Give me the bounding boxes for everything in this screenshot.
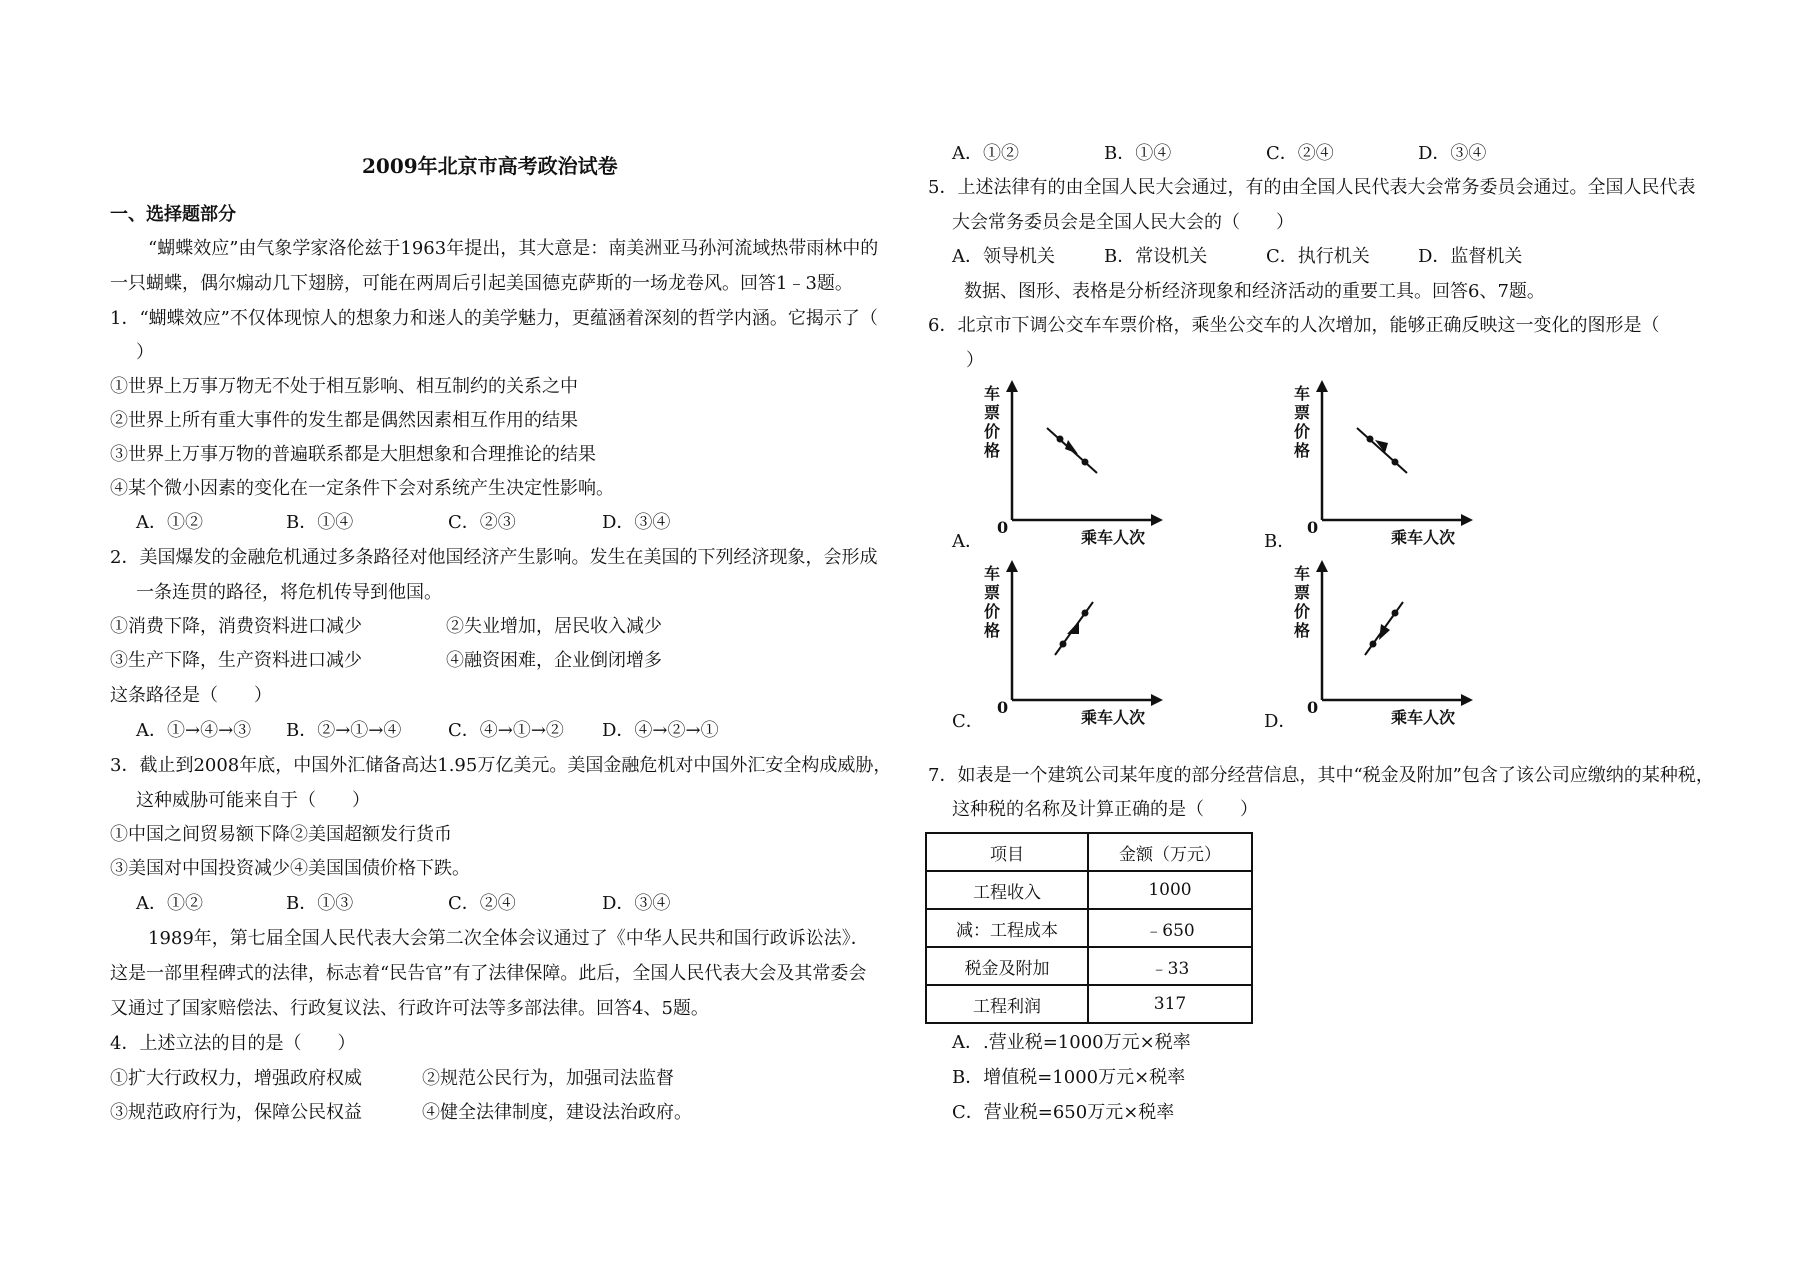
graph-c-xlabel: 乘车人次 — [1081, 708, 1146, 727]
intro1-line2: 一只蝴蝶，偶尔煽动几下翅膀，可能在两周后引起美国德克萨斯的一场龙卷风。回答1﹣3题。 — [110, 273, 853, 294]
intro2-line3: 又通过了国家赔偿法、行政复议法、行政许可法等多部法律。回答4、5题。 — [110, 998, 709, 1019]
q2-stem-cont: 一条连贯的路径，将危机传导到他国。 — [136, 582, 442, 603]
q2-item: ②失业增加，居民收入减少 — [446, 616, 662, 637]
q2-item: ①消费下降，消费资料进口减少 — [110, 616, 362, 637]
graph-d-ylabel: 车票价格 — [1294, 564, 1311, 640]
q4-item: ③规范政府行为，保障公民权益 — [110, 1102, 362, 1123]
trend-arrow-icon — [1065, 440, 1078, 454]
page-title: 2009年北京市高考政治试卷 — [362, 154, 618, 178]
intro3: 数据、图形、表格是分析经济现象和经济活动的重要工具。回答6、7题。 — [964, 281, 1545, 302]
q4-option-c[interactable]: C．②④ — [1266, 143, 1334, 164]
graph-c-letter[interactable]: C． — [952, 711, 984, 732]
q4-option-d[interactable]: D．③④ — [1418, 143, 1487, 164]
q1-option-a[interactable]: A．①② — [136, 512, 203, 533]
graph-b-ylabel: 车票价格 — [1294, 384, 1311, 460]
intro1-line1: “蝴蝶效应”由气象学家洛伦兹于1963年提出，其大意是：南美洲亚马孙河流域热带雨林中的 — [148, 238, 879, 259]
graph-b-origin: 0 — [1307, 518, 1319, 537]
q1-item: ②世界上所有重大事件的发生都是偶然因素相互作用的结果 — [110, 410, 578, 431]
q2-option-a[interactable]: A．①→④→③ — [136, 720, 252, 741]
q3-stem: 3．截止到2008年底，中国外汇储备高达1.95万亿美元。美国金融危机对中国外汇安全构成威胁， — [110, 755, 892, 776]
x-axis-arrow-icon — [1151, 514, 1163, 526]
graph-a-ylabel: 车票价格 — [984, 384, 1001, 460]
table-row — [926, 947, 1252, 985]
table-header-row — [926, 833, 1252, 871]
q5-option-a[interactable]: A．领导机关 — [952, 246, 1055, 267]
q2-item: ④融资困难，企业倒闭增多 — [446, 650, 662, 671]
q3-option-d[interactable]: D．③④ — [602, 893, 671, 914]
q7-option-c[interactable]: C．营业税=650万元×税率 — [952, 1102, 1175, 1123]
intro2-line2: 这是一部里程碑式的法律，标志着“民告官”有了法律保障。此后，全国人民代表大会及其常委会 — [110, 963, 867, 984]
q3-option-b[interactable]: B．①③ — [286, 893, 354, 914]
q5-stem: 5．上述法律有的由全国人民大会通过，有的由全国人民代表大会常务委员会通过。全国人民代表 — [928, 177, 1696, 198]
q1-option-c[interactable]: C．②③ — [448, 512, 516, 533]
q3-option-a[interactable]: A．①② — [136, 893, 203, 914]
graph-a-letter[interactable]: A． — [952, 531, 983, 552]
q2-option-d[interactable]: D．④→②→① — [602, 720, 719, 741]
q1-stem: 1．“蝴蝶效应”不仅体现惊人的想象力和迷人的美学魅力，更蕴涵着深刻的哲学内涵。它揭示了（ — [110, 308, 878, 329]
graph-d — [1285, 560, 1485, 730]
q1-item: ①世界上万事万物无不处于相互影响、相互制约的关系之中 — [110, 376, 578, 397]
q1-item: ③世界上万事万物的普遍联系都是大胆想象和合理推论的结果 — [110, 444, 596, 465]
q2-item: ③生产下降，生产资料进口减少 — [110, 650, 362, 671]
q7-stem-cont: 这种税的名称及计算正确的是（ ） — [952, 799, 1258, 820]
q1-stem-end: ） — [136, 342, 154, 363]
demand-line — [1357, 428, 1407, 473]
q4-stem: 4．上述立法的目的是（ ） — [110, 1033, 356, 1054]
graph-b-letter[interactable]: B． — [1264, 531, 1296, 552]
y-axis-arrow-icon — [1006, 560, 1018, 572]
table-cell: 317 — [1088, 985, 1252, 1023]
q3-stem-cont: 这种威胁可能来自于（ ） — [136, 790, 370, 811]
graph-b — [1285, 380, 1485, 550]
data-point — [1370, 641, 1377, 648]
table-cell: 工程收入 — [926, 871, 1088, 909]
table-row — [926, 871, 1252, 909]
data-point — [1082, 459, 1089, 466]
data-point — [1392, 459, 1399, 466]
y-axis-arrow-icon — [1006, 380, 1018, 392]
q4-item: ①扩大行政权力，增强政府权威 — [110, 1068, 362, 1089]
table-cell: 1000 — [1088, 871, 1252, 909]
graph-c-origin: 0 — [997, 698, 1009, 717]
table-cell: ﹣33 — [1088, 947, 1252, 985]
graph-d-xlabel: 乘车人次 — [1391, 708, 1456, 727]
y-axis-arrow-icon — [1316, 560, 1328, 572]
business-info-table — [925, 832, 1253, 1024]
q3-option-c[interactable]: C．②④ — [448, 893, 516, 914]
q2-stem: 2．美国爆发的金融危机通过多条路径对他国经济产生影响。发生在美国的下列经济现象，会形成 — [110, 547, 878, 568]
table-row — [926, 985, 1252, 1023]
q1-option-b[interactable]: B．①④ — [286, 512, 354, 533]
q3-item: ①中国之间贸易额下降②美国超额发行货币 — [110, 824, 452, 845]
graph-c-ylabel: 车票价格 — [984, 564, 1001, 640]
intro2-line1: 1989年，第七届全国人民代表大会第二次全体会议通过了《中华人民共和国行政诉讼法》． — [148, 928, 869, 949]
table-header: 金额（万元） — [1088, 833, 1252, 871]
graph-b-xlabel: 乘车人次 — [1391, 528, 1456, 547]
q4-option-a[interactable]: A．①② — [952, 143, 1019, 164]
table-header: 项目 — [926, 833, 1088, 871]
table-cell: 减：工程成本 — [926, 909, 1088, 947]
trend-arrow-icon — [1379, 624, 1390, 640]
q5-option-c[interactable]: C．执行机关 — [1266, 246, 1370, 267]
x-axis-arrow-icon — [1461, 514, 1473, 526]
q7-option-b[interactable]: B．增值税=1000万元×税率 — [952, 1067, 1186, 1088]
table-cell: 税金及附加 — [926, 947, 1088, 985]
q4-item: ②规范公民行为，加强司法监督 — [422, 1068, 674, 1089]
y-axis-arrow-icon — [1316, 380, 1328, 392]
table-row — [926, 909, 1252, 947]
graph-a-origin: 0 — [997, 518, 1009, 537]
data-point — [1392, 610, 1399, 617]
q5-option-b[interactable]: B．常设机关 — [1104, 246, 1208, 267]
section-heading: 一、选择题部分 — [110, 204, 236, 225]
q2-option-b[interactable]: B．②→①→④ — [286, 720, 402, 741]
q5-stem-cont: 大会常务委员会是全国人民大会的（ ） — [952, 212, 1294, 233]
graph-a-xlabel: 乘车人次 — [1081, 528, 1146, 547]
q1-option-d[interactable]: D．③④ — [602, 512, 671, 533]
table-cell: 工程利润 — [926, 985, 1088, 1023]
data-point — [1060, 641, 1067, 648]
q7-stem: 7．如表是一个建筑公司某年度的部分经营信息，其中“税金及附加”包含了该公司应缴纳的某种税， — [928, 765, 1714, 786]
q6-stem-end: ） — [966, 350, 984, 371]
q3-item: ③美国对中国投资减少④美国国债价格下跌。 — [110, 858, 470, 879]
q4-option-b[interactable]: B．①④ — [1104, 143, 1172, 164]
q5-option-d[interactable]: D．监督机关 — [1418, 246, 1523, 267]
q2-question: 这条路径是（ ） — [110, 685, 272, 706]
data-point — [1082, 610, 1089, 617]
x-axis-arrow-icon — [1461, 694, 1473, 706]
data-point — [1057, 436, 1064, 443]
q1-item: ④某个微小因素的变化在一定条件下会对系统产生决定性影响。 — [110, 478, 614, 499]
data-point — [1367, 436, 1374, 443]
graph-d-letter[interactable]: D． — [1264, 711, 1297, 732]
x-axis-arrow-icon — [1151, 694, 1163, 706]
q6-stem: 6．北京市下调公交车车票价格，乘坐公交车的人次增加，能够正确反映这一变化的图形是（ — [928, 315, 1660, 336]
q2-option-c[interactable]: C．④→①→② — [448, 720, 564, 741]
q7-option-a[interactable]: A．.营业税=1000万元×税率 — [952, 1032, 1191, 1053]
graph-c — [975, 560, 1175, 730]
table-cell: ﹣650 — [1088, 909, 1252, 947]
graph-d-origin: 0 — [1307, 698, 1319, 717]
graph-a — [975, 380, 1175, 550]
q4-item: ④健全法律制度，建设法治政府。 — [422, 1102, 692, 1123]
